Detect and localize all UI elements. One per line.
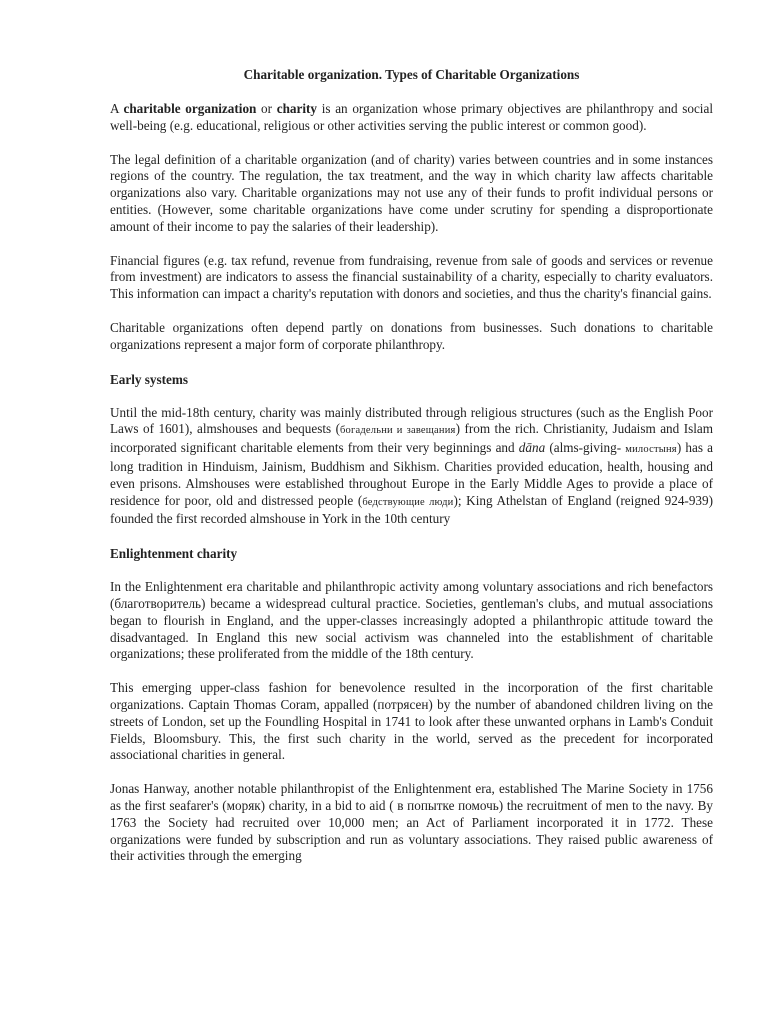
donations-paragraph: Charitable organizations often depend partly on donations from businesses. Such donations to charitable organizations represent a major form of corporate philanthropy. [110, 319, 713, 352]
enlightenment-paragraph-2: This emerging upper-class fashion for benevolence resulted in the incorporation of the first charitable organizations. Captain Thomas Coram, appalled (потрясен) by the number of abandoned children living on the streets of London, set up the Foundling Hospital in 1741 to look after these unwanted orphans in Lamb's Conduit Fields, Bloomsbury. This, the first such charity in the world, served as the precedent for incorporated associational charities in general. [110, 680, 713, 763]
early-text-2: ) from the rich. Christianity, Judaism and Islam incorporated significant charitable elements from their very beginnings and [110, 421, 713, 456]
term-charitable-organization: charitable organization [123, 101, 257, 116]
russian-gloss-almshouses: богадельни и завещания [340, 425, 456, 437]
early-text-4: ) has a long tradition in Hinduism, Jainism, Buddhism and Sikhism. Charities provided education, health, housing and even prisons. Almshouses were established throughout Europe in the Early Middle Ages to provide a place of residence for poor, old and distressed people ( [110, 440, 713, 508]
document-page [110, 66, 713, 882]
early-text-5: ); King Athelstan of England (reigned 924-939) founded the first recorded almshouse in York in the 10th century [110, 492, 713, 527]
term-dana: dāna [518, 440, 546, 456]
early-text-1: Until the mid-18th century, charity was mainly distributed through religious structures (such as the English Poor Laws of 1601), almshouses and bequests ( [110, 404, 713, 437]
intro-text-1: A [110, 101, 124, 116]
early-text-3: (alms-giving- [545, 440, 626, 456]
intro-paragraph [110, 101, 713, 135]
russian-gloss-distressed: бедствующие люди [362, 496, 454, 508]
russian-gloss-alms: милостыня [625, 444, 677, 456]
term-charity: charity [276, 101, 318, 116]
section-heading-early-systems: Early systems [110, 371, 189, 387]
intro-text-2: or [256, 101, 277, 116]
document-title: Charitable organization. Types of Charitable Organizations [243, 67, 580, 82]
early-systems-paragraph [110, 405, 713, 529]
financial-figures-paragraph: Financial figures (e.g. tax refund, revenue from fundraising, revenue from sale of goods and services or revenue from investment) are indicators to assess the financial sustainability of a charity, especially to charity evaluators. This information can impact a charity's reputation with donors and societies, and thus the charity's financial gains. [110, 252, 713, 302]
enlightenment-paragraph-1: In the Enlightenment era charitable and philanthropic activity among voluntary associations and rich benefactors (благотворитель) became a widespread cultural practice. Societies, gentleman's clubs, and mutual associations began to flourish in England, and the upper-classes increasingly adopted a philanthropic attitude toward the disadvantaged. In England this new social activism was channeled into the establishment of charitable organizations; these proliferated from the middle of the 18th century. [110, 579, 713, 662]
enlightenment-paragraph-3: Jonas Hanway, another notable philanthropist of the Enlightenment era, established The Marine Society in 1756 as the first seafarer's (моряк) charity, in a bid to aid ( в попытке помочь) the recruitment of men to the navy. By 1763 the Society had recruited over 10,000 men; an Act of Parliament incorporated it in 1772. These organizations were funded by subscription and run as voluntary associations. They raised public awareness of their activities through the emerging [110, 781, 713, 864]
legal-definition-paragraph: The legal definition of a charitable organization (and of charity) varies between countries and in some instances regions of the country. The regulation, the tax treatment, and the way in which charity law affects charitable organizations also vary. Charitable organizations may not use any of their funds to profit individual persons or entities. (However, some charitable organizations have come under scrutiny for spending a disproportionate amount of their income to pay the salaries of their leadership). [110, 151, 713, 234]
section-heading-enlightenment: Enlightenment charity [110, 546, 238, 562]
intro-text-3: is an organization whose primary objectives are philanthropy and social well-being (e.g. educational, religious or other activities serving the public interest or common good). [110, 101, 713, 133]
